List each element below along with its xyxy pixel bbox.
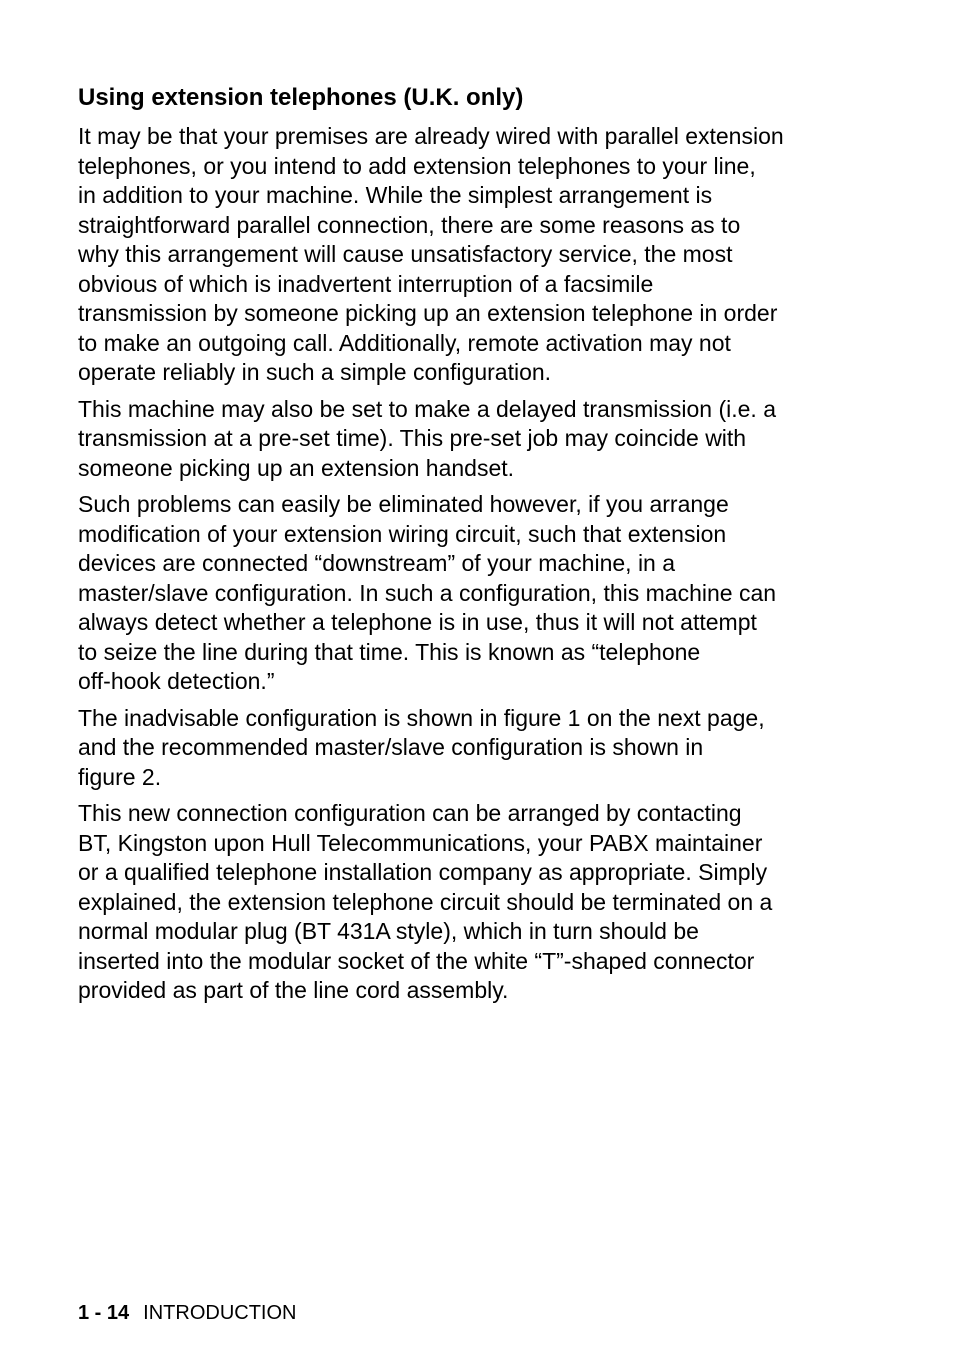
paragraph-2: [78, 395, 838, 484]
page-content: [78, 82, 838, 1013]
text-line: It may be that your premises are already wired with parallel extension: [78, 123, 784, 149]
text-line: The inadvisable configuration is shown in figure 1 on the next page,: [78, 704, 765, 731]
text-line: straightforward parallel connection, there are some reasons as to: [78, 211, 741, 238]
section-heading: Using extension telephones (U.K. only): [78, 84, 524, 111]
text-line: master/slave configuration. In such a configuration, this machine can: [78, 579, 777, 606]
text-line: always detect whether a telephone is in use, thus it will not attempt: [78, 609, 757, 635]
text-line: devices are connected “downstream” of your machine, in a: [78, 550, 676, 576]
page-footer: [78, 1301, 296, 1325]
text-line: operate reliably in such a simple configuration.: [78, 359, 552, 385]
text-line: off-hook detection.”: [78, 668, 275, 694]
text-line: why this arrangement will cause unsatisfactory service, the most: [78, 241, 733, 267]
paragraph-5: [78, 799, 838, 1006]
paragraph-3: [78, 490, 838, 697]
paragraph-1: [78, 122, 838, 388]
text-line: or a qualified telephone installation company as appropriate. Simply: [78, 859, 768, 885]
text-line: telephones, or you intend to add extension telephones to your line,: [78, 152, 756, 179]
text-line: and the recommended master/slave configuration is shown in: [78, 734, 704, 760]
text-line: normal modular plug (BT 431A style), which in turn should be: [78, 918, 699, 944]
page-number: 1 - 14: [78, 1302, 130, 1324]
text-line: transmission at a pre-set time). This pre-set job may coincide with: [78, 425, 747, 451]
section-name: INTRODUCTION: [143, 1302, 297, 1324]
text-line: Such problems can easily be eliminated however, if you arrange: [78, 491, 729, 517]
text-line: inserted into the modular socket of the white “T”-shaped connector: [78, 947, 755, 974]
paragraph-4: [78, 704, 838, 793]
text-line: This machine may also be set to make a delayed transmission (i.e. a: [78, 395, 776, 422]
text-line: explained, the extension telephone circuit should be terminated on a: [78, 888, 773, 915]
text-line: provided as part of the line cord assembly.: [78, 977, 509, 1003]
text-line: modification of your extension wiring circuit, such that extension: [78, 520, 727, 547]
text-line: figure 2.: [78, 763, 162, 790]
text-line: to make an outgoing call. Additionally, remote activation may not: [78, 329, 731, 356]
text-line: in addition to your machine. While the simplest arrangement is: [78, 182, 713, 208]
text-line: someone picking up an extension handset.: [78, 454, 515, 481]
text-line: to seize the line during that time. This is known as “telephone: [78, 638, 701, 665]
text-line: This new connection configuration can be arranged by contacting: [78, 800, 742, 826]
text-line: BT, Kingston upon Hull Telecommunications, your PABX maintainer: [78, 829, 763, 856]
text-line: transmission by someone picking up an extension telephone in order: [78, 300, 778, 326]
text-line: obvious of which is inadvertent interruption of a facsimile: [78, 270, 654, 297]
